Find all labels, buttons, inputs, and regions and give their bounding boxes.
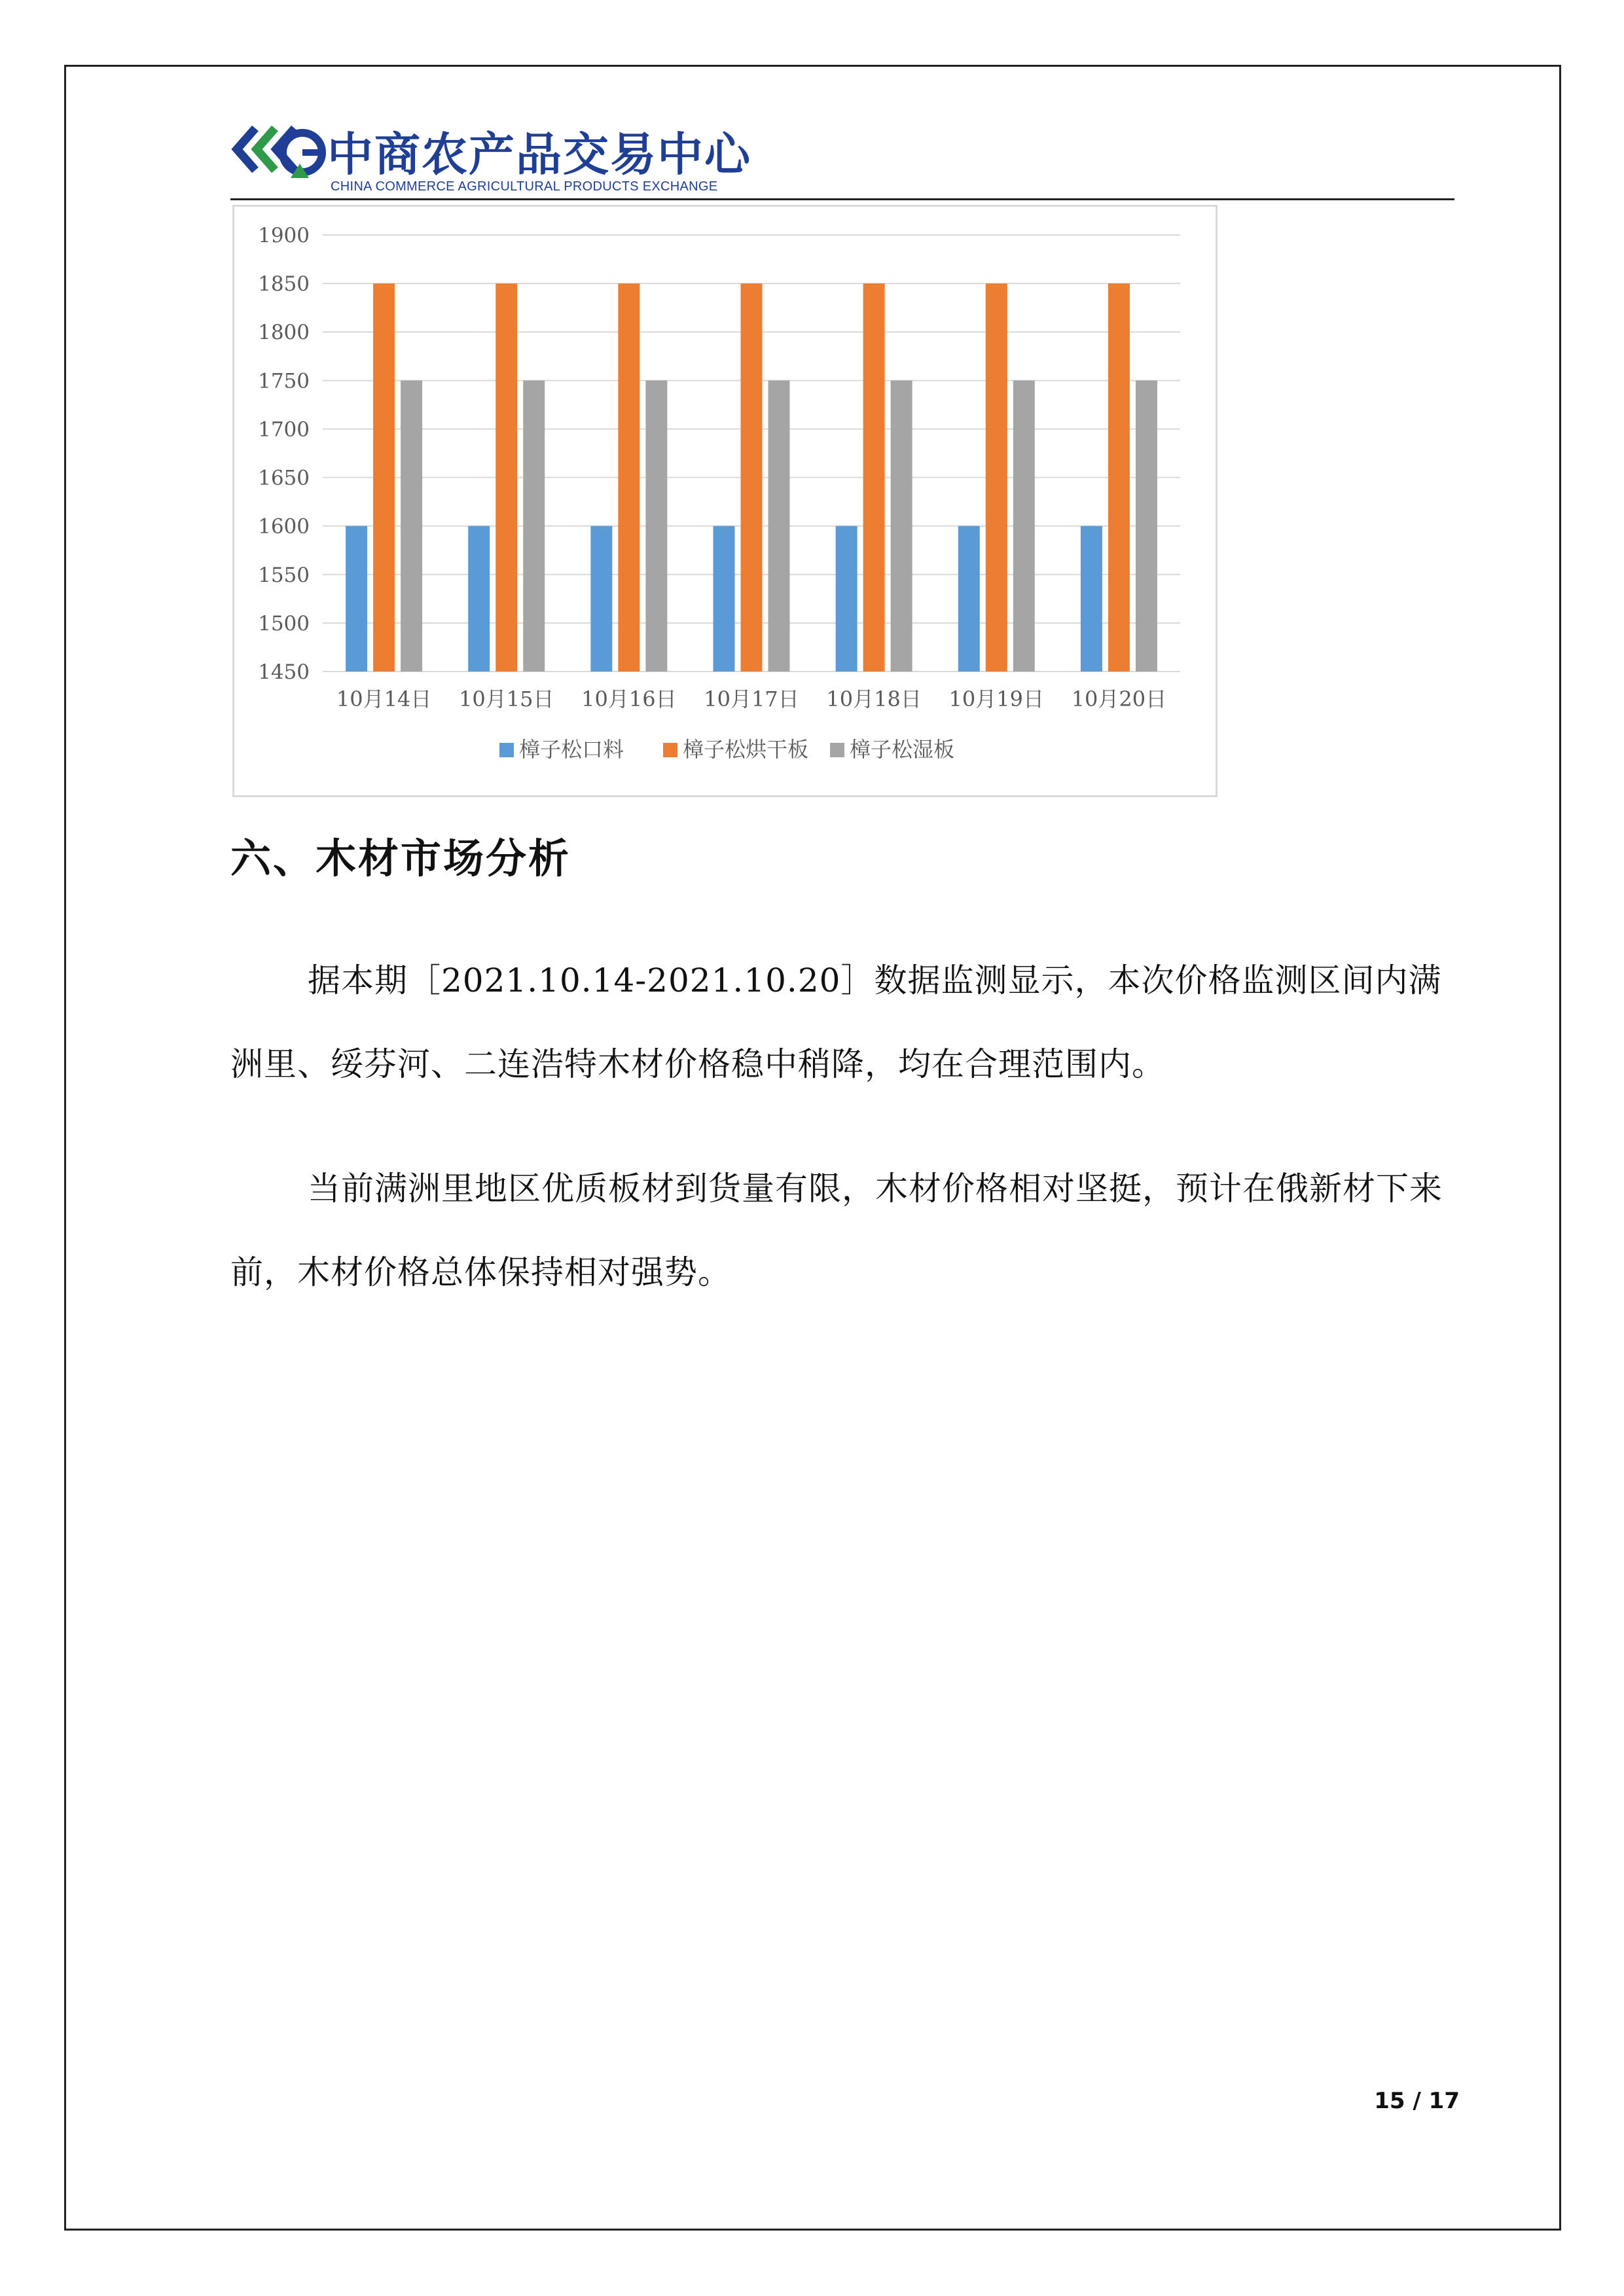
legend-label: 樟子松口料 [519,737,624,762]
bar [373,283,395,672]
logo-subtitle: CHINA COMMERCE AGRICULTURAL PRODUCTS EXCHANGE [331,179,718,194]
legend-swatch [663,743,677,757]
bar [1081,526,1102,672]
bar [836,526,857,672]
y-tick-label: 1600 [258,514,310,539]
y-tick-label: 1850 [258,272,310,296]
legend-swatch [499,743,514,757]
bar [590,526,612,672]
bar [986,283,1007,672]
header-divider [230,198,1454,200]
logo-text: 中商农产品交易中心 [327,128,751,181]
bar [741,283,763,672]
exchange-logo [229,117,751,198]
y-tick-label: 1800 [258,321,310,345]
y-tick-label: 1550 [258,563,310,587]
x-tick-label: 10月17日 [704,687,799,711]
price-chart [232,205,1218,797]
bar [768,380,790,672]
bar [1136,380,1157,672]
x-tick-label: 10月16日 [581,687,677,711]
bar [863,283,885,672]
x-tick-label: 10月14日 [336,687,432,711]
y-tick-label: 1900 [258,224,310,247]
bar [1013,380,1035,672]
bar [891,380,912,672]
section-title: 六、木材市场分析 [230,834,571,882]
y-tick-label: 1450 [258,660,310,684]
exchange-logo-icon [229,117,326,188]
x-tick-label: 10月19日 [948,687,1045,711]
bar [713,526,735,672]
bar [958,526,980,672]
paragraph-price-monitoring: 据本期［2021.10.14-2021.10.20］数据监测显示，本次价格监测区间内满洲里、绥芬河、二连浩特木材价格稳中稍降，均在合理范围内。 [230,961,1442,1083]
bar [645,380,667,672]
x-tick-label: 10月15日 [458,687,554,711]
bar [346,526,367,672]
bar [496,283,517,672]
legend-swatch [830,743,844,757]
bar [401,380,422,672]
legend-label: 樟子松烘干板 [683,737,809,762]
bar [523,380,545,672]
y-tick-label: 1750 [258,369,310,393]
paragraph-market-outlook: 当前满洲里地区优质板材到货量有限，木材价格相对坚挺，预计在俄新材下来前，木材价格总体保持相对强势。 [230,1170,1443,1291]
x-tick-label: 10月20日 [1071,687,1167,711]
y-tick-label: 1650 [258,466,310,490]
page-number: 15 / 17 [1374,2088,1460,2114]
bar-chart-svg [234,207,1216,795]
bar [468,526,490,672]
bar [618,283,640,672]
x-tick-label: 10月18日 [826,687,922,711]
bar [1108,283,1130,672]
y-tick-label: 1500 [258,611,310,636]
y-tick-label: 1700 [258,418,310,442]
legend-label: 樟子松湿板 [850,737,955,762]
